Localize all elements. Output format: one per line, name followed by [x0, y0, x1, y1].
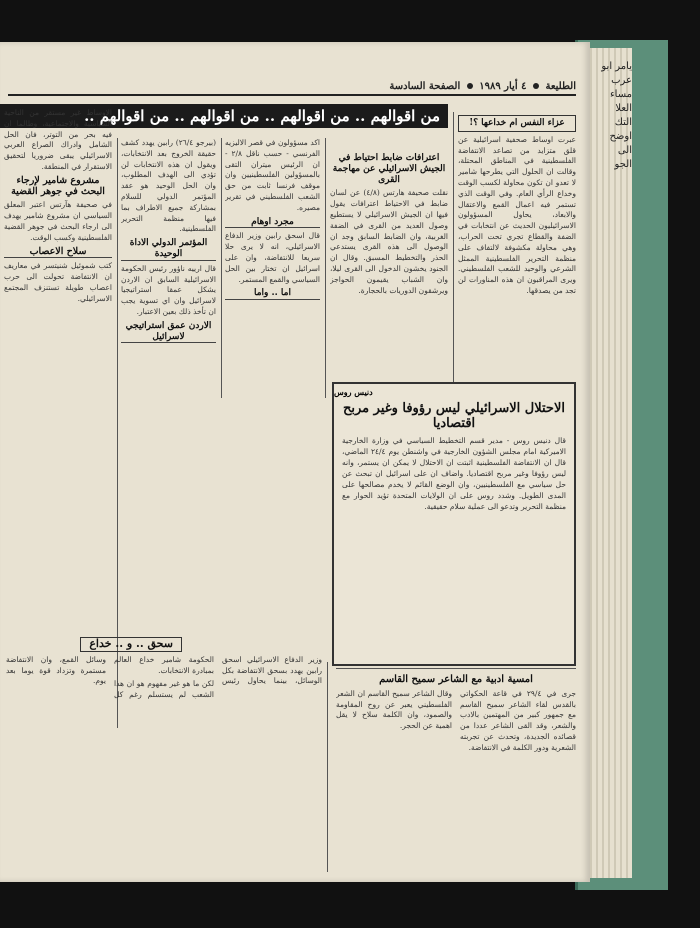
column-right — [458, 112, 576, 392]
column-far-left-title-a: مشروع شامير لإرجاء البحث في جوهر القضية — [11, 174, 105, 197]
column-middle-sub1-body: اكد مسؤولون في قصر الاليزيه الفرنسي - حسب ناقل ٢/٨ - ان الرئيس ميتران التقى بالمسؤولين الفلسطينيين وان موقف فرنسا ثابت من حق الشعب الفلسطيني في تقرير مصيره. — [225, 138, 320, 212]
newspaper-page — [0, 42, 590, 882]
column-right-body: عبرت اوساط صحفية اسرائيلية عن قلق متزايد من تصاعد الانتفاضة الفلسطينية في المناطق المحتلة، وقالت ان الحلول التي يطرحها شامير لا تعدو ان تكون محاولة لكسب الوقت وخداع الرأي العام. وفي الوقت الذي تستمر فيه اعمال القمع والاعتقال والابعاد، يحاول المسؤولون الاسرائيليون الحديث عن انتخابات في الضفة والقطاع تجري تحت الحراب، وهي محاولة مكشوفة لالتفاف على منظمة التحرير الفلسطينية الممثل الشرعي والوحيد للشعب الفلسطيني. ويرى المراقبون ان هذه المناورات لن تجد من يصدقها. — [458, 134, 576, 295]
box-body: قال دنيس روس - مدير قسم التخطيط السياسي في وزارة الخارجية الاميركية امام مجلس الشؤون الخارجية في واشنطن يوم ٢٤/٤ الماضي، قال ان الانتفاضة الفلسطينية اثبتت ان الاحتلال لا يمكن ان يستمر، وانه ليس رؤوفا وغير مربح اقتصاديا. واضاف ان على اسرائيل ان تبحث عن حل سياسي مع الفلسطينيين، وان الوضع القائم لا يخدم مصالحها على المدى الطويل. وشدد روس على ان الولايات المتحدة تؤيد الحوار مع منظمة التحرير وتدعو الى عملية سلام حقيقية. — [342, 436, 566, 511]
bottom-right-columns — [336, 689, 576, 869]
column-far-left-title-b: سلاح الاعصاب — [4, 247, 112, 259]
column-far-left-body-b: كتب شموئيل شنيتسر في معاريف ان الانتفاضة تحولت الى حرب اعصاب طويلة تستنزف المجتمع الاسرائيلي. — [4, 261, 112, 303]
page-label: الصفحة السادسة — [389, 80, 461, 92]
section-divider — [336, 668, 576, 669]
column-left-middle-title-a: المؤتمر الدولي الاداة الوحيدة — [121, 238, 216, 261]
header-left — [389, 81, 576, 92]
publication-name: الطليعة — [545, 80, 576, 92]
column-left-middle — [121, 138, 216, 618]
issue-date: ٤ أيار ١٩٨٩ — [479, 80, 527, 92]
bullet-icon — [467, 83, 473, 89]
column-middle-sub1-title: مجرد اوهام — [225, 217, 320, 229]
column-right-title: عزاء النفس ام خداعها ؟! — [458, 115, 576, 132]
column-left-middle-title-b: الاردن عمق استراتيجي لاسرائيل — [121, 321, 216, 344]
column-divider — [221, 138, 222, 398]
column-middle-sub2-title: اما .. واما — [225, 288, 320, 300]
bottom-right-section — [336, 672, 576, 872]
column-divider — [453, 112, 454, 397]
column-far-left — [4, 108, 112, 628]
box-author: دنيس روس — [334, 387, 373, 397]
column-middle-sub2-body: قال اسحق رابين وزير الدفاع الاسرائيلي، انه لا يرى حلا سريعا للانتفاضة، وان على اسرائيل ان تختار بين الحل السياسي والقمع المستمر. — [225, 231, 320, 284]
bottom-left-title: سحق .. و .. خداع — [80, 637, 182, 652]
box-economy-article — [332, 382, 576, 666]
column-divider — [325, 138, 326, 398]
bottom-left-body: وزير الدفاع الاسرائيلي اسحق رابين يهدد بسحق الانتفاضة بكل الوسائل، بينما يحاول رئيس الحكومة شامير خداع العالم بمبادرة الانتخابات. — [114, 654, 322, 686]
bottom-right-body: جرى في ٢٩/٤ في قاعة الحكواتي بالقدس لقاء الشاعر سميح القاسم مع جمهور كبير من المهتمين بالادب والشعر، وقد القى الشاعر عددا من قصائده الجديدة، وتحدث عن تجربته الشعرية ودور الكلمة في الانتفاضة. — [460, 688, 576, 752]
column-middle-sub — [225, 138, 320, 393]
banner-text: من اقوالهم .. من اقوالهم .. من اقوالهم .. من اقوالهم .. — [84, 107, 440, 125]
side-page-text: يامر ابو عرب مساء العلا التك اوضح الى الجو — [601, 61, 632, 170]
column-middle-body: نقلت صحيفة هارتس (٤/٨) عن لسان ضابط في الاحتياط اعترافات يقول فيها ان الجيش الاسرائيلي لا يستطيع وصول العديد من القرى في الضفة الغربية، وان الضابط السابق وجد ان الوصول الى هذه القرى يستدعي الحذر والتخطيط المسبق. وقال ان الجنود يخشون الدخول الى القرى ليلا، وان الشباب يقيمون الحواجز ويرشقون الدوريات بالحجارة. — [330, 188, 448, 295]
column-middle — [330, 150, 448, 400]
column-left-middle-body-a: (بيرجو ٢٦/٤) رابين يهدد كشف حقيقة الخروج بعد الانتخابات، ويقول ان هذه الانتخابات لن تؤدي الى الهدف المطلوب، وان الحل الوحيد هو عقد المؤتمر الدولي للسلام بمشاركة جميع الاطراف بما فيها منظمة التحرير الفلسطينية. — [121, 138, 216, 234]
page-header — [8, 78, 576, 96]
bottom-right-title: امسية ادبية مع الشاعر سميح القاسم — [379, 674, 533, 685]
bullet-icon — [533, 83, 539, 89]
column-middle-title: اعترافات ضابط احتياط في الجيش الاسرائيلي عن مهاجمة القرى — [332, 153, 446, 185]
column-left-middle-body-b: قال ارييه ناؤور رئيس الحكومة الاسرائيلية السابق ان الاردن يشكل عمقا استراتيجيا لاسرائيل وان اي تسوية يجب ان تأخذ ذلك بعين الاعتبار. — [121, 263, 216, 316]
bottom-right-body-2: وقال الشاعر سميح القاسم ان الشعر الفلسطيني يعبر عن روح المقاومة والصمود، وان الكلمة سلاح لا يقل اهمية عن الحجر. — [336, 688, 452, 731]
bottom-left-body-2: لكن ما هو غير مفهوم هو ان هذا الشعب لم يستسلم رغم كل وسائل القمع، وان الانتفاضة مستمرة وتزداد قوة يوما بعد يوم. — [6, 654, 214, 700]
column-far-left-body-a: في صحيفة هآرتس اعتبر المعلق السياسي ان مشروع شامير يهدف الى ارجاء البحث في جوهر القضية الفلسطينية وكسب الوقت. — [4, 200, 112, 242]
box-body-wrap — [342, 435, 566, 655]
side-page-edge — [600, 60, 632, 860]
bottom-left-columns — [6, 655, 322, 855]
box-title: الاحتلال الاسرائيلي ليس رؤوفا وغير مربح اقتصاديا — [343, 401, 565, 431]
column-far-left-body: الاوساط غير مستقر من الناحية السياسية والاجتماعية، وطالما ان فيه بحر من التوتر، فان الحل الشامل وادراك الصراع العربي الاسرائيلي يبقى ضروريا لتحقيق الاستقرار في المنطقة. — [4, 108, 112, 171]
column-divider — [327, 662, 328, 872]
bottom-left-section — [6, 634, 322, 874]
